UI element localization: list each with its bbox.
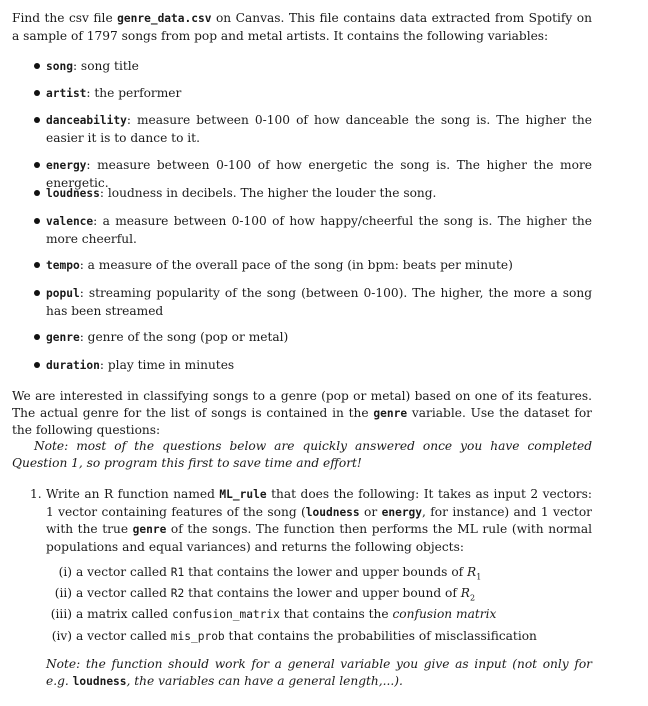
subitem-text: a vector called: [76, 565, 171, 579]
variable-name: tempo: [46, 259, 80, 272]
question-1: [30, 486, 592, 555]
variable-desc: : a measure between 0-100 of how happy/cheerful the song is. The higher the more cheerful.: [46, 214, 592, 246]
subitem-code: R1: [170, 566, 185, 579]
list-item: [34, 357, 592, 375]
question-number: 1.: [30, 487, 42, 501]
variable-name: popul: [46, 287, 80, 300]
math-subscript: 1: [476, 572, 482, 582]
variable-name: song: [46, 60, 73, 73]
bullet-icon: [34, 362, 40, 368]
q1-text-5: of the songs. The function then performs the ML rule (with normal populations and equal variances) and returns the following objects:: [46, 522, 592, 554]
variable-name: energy: [46, 159, 87, 172]
list-item: [34, 58, 592, 76]
subitem-text: that contains the: [279, 607, 393, 621]
subitem-number: (ii): [54, 586, 72, 600]
variable-name: artist: [46, 87, 87, 100]
intro-paragraph: [12, 10, 592, 44]
subitem-text: that contains the lower and upper bounds of: [184, 565, 468, 579]
list-item: [34, 185, 592, 203]
subitem-text: a vector called: [76, 629, 171, 643]
list-item: [46, 606, 592, 624]
list-item: [34, 329, 592, 347]
subitem-number: (iii): [50, 607, 72, 621]
bullet-icon: [34, 290, 40, 296]
note-text: Note: most of the questions below are quickly answered once you have completed Question 1, so program this first to save time and effort!: [12, 439, 592, 470]
variable-desc: : a measure of the overall pace of the song (in bpm: beats per minute): [79, 258, 513, 272]
subitem-italic: confusion matrix: [392, 607, 497, 621]
list-item: [34, 112, 592, 146]
intro-filename: genre_data.csv: [117, 12, 212, 25]
subitem-text: that contains the probabilities of misclassification: [224, 629, 537, 643]
bullet-icon: [34, 90, 40, 96]
bullet-icon: [34, 218, 40, 224]
math-subscript: 2: [469, 593, 476, 603]
list-item: [46, 585, 592, 607]
variable-name: loudness: [46, 187, 100, 200]
list-item: [46, 628, 592, 646]
subitem-code: confusion_matrix: [172, 608, 280, 621]
q1-text-4: , for instance) and 1 vector with the true: [46, 504, 592, 536]
variable-desc: : play time in minutes: [99, 358, 235, 372]
interest-variable: genre: [373, 406, 408, 420]
subitem-number: (iv): [51, 629, 72, 643]
variable-desc: : the performer: [86, 86, 182, 100]
interest-text-2: variable. Use the dataset for the following questions:: [12, 405, 593, 437]
function-note: [46, 656, 592, 690]
intro-text-2: on Canvas. This file contains data extracted from Spotify on a sample of 1797 songs from pop and metal artists. It contains the following variables:: [12, 11, 592, 43]
bullet-icon: [34, 190, 40, 196]
variable-desc: : streaming popularity of the song (between 0-100). The higher, the more a song has been streamed: [46, 286, 592, 318]
math-symbol: R: [460, 586, 470, 600]
note2-text-1: Note: the function should work for a general variable you give as input (not only for e.g.: [46, 657, 592, 688]
subitem-text: a vector called: [76, 586, 171, 600]
note2-code: loudness: [72, 674, 127, 688]
bullet-icon: [34, 63, 40, 69]
q1-text-2: that does the following: It takes as input 2 vectors: 1 vector containing features of the song (: [46, 487, 592, 519]
list-item: [34, 213, 592, 247]
variable-name: duration: [46, 359, 100, 372]
subitem-text: a matrix called: [76, 607, 173, 621]
variable-name: valence: [46, 215, 94, 228]
variable-desc: : measure between 0-100 of how energetic the song is. The higher the more energetic.: [46, 158, 592, 190]
list-item: [34, 257, 592, 275]
list-item: [34, 85, 592, 103]
variable-desc: : loudness in decibels. The higher the louder the song.: [99, 186, 437, 200]
intro-text-1: Find the csv file: [12, 11, 118, 25]
subitem-code: R2: [170, 587, 185, 600]
bullet-icon: [34, 117, 40, 123]
function-name: ML_rule: [219, 488, 267, 501]
list-item: [46, 564, 592, 586]
variable-desc: : measure between 0-100 of how danceable the song is. The higher the easier it is to dance to it.: [46, 113, 592, 145]
q1-var-energy: energy: [381, 505, 423, 519]
subitem-text: that contains the lower and upper bound of: [184, 586, 461, 600]
q1-text-3: or: [359, 504, 382, 519]
variable-desc: : song title: [72, 59, 139, 73]
note2-text-2: , the variables can have a general length,...).: [126, 673, 403, 688]
list-item: [34, 285, 592, 319]
variable-name: genre: [46, 331, 80, 344]
interest-text-1: We are interested in classifying songs to a genre (pop or metal) based on one of its features. The actual genre for the list of songs is contained in the: [12, 389, 592, 420]
math-symbol: R: [467, 565, 477, 579]
variable-name: danceability: [46, 114, 127, 127]
bullet-icon: [34, 262, 40, 268]
bullet-icon: [34, 162, 40, 168]
subitem-number: (i): [58, 565, 72, 579]
interest-paragraph: [12, 388, 592, 439]
note-paragraph: [12, 438, 592, 471]
bullet-icon: [34, 334, 40, 340]
q1-var-genre: genre: [132, 523, 167, 536]
variable-desc: : genre of the song (pop or metal): [79, 330, 289, 344]
q1-var-loudness: loudness: [305, 505, 360, 519]
q1-text-1: Write an R function named: [46, 487, 220, 501]
subitem-code: mis_prob: [170, 630, 225, 643]
